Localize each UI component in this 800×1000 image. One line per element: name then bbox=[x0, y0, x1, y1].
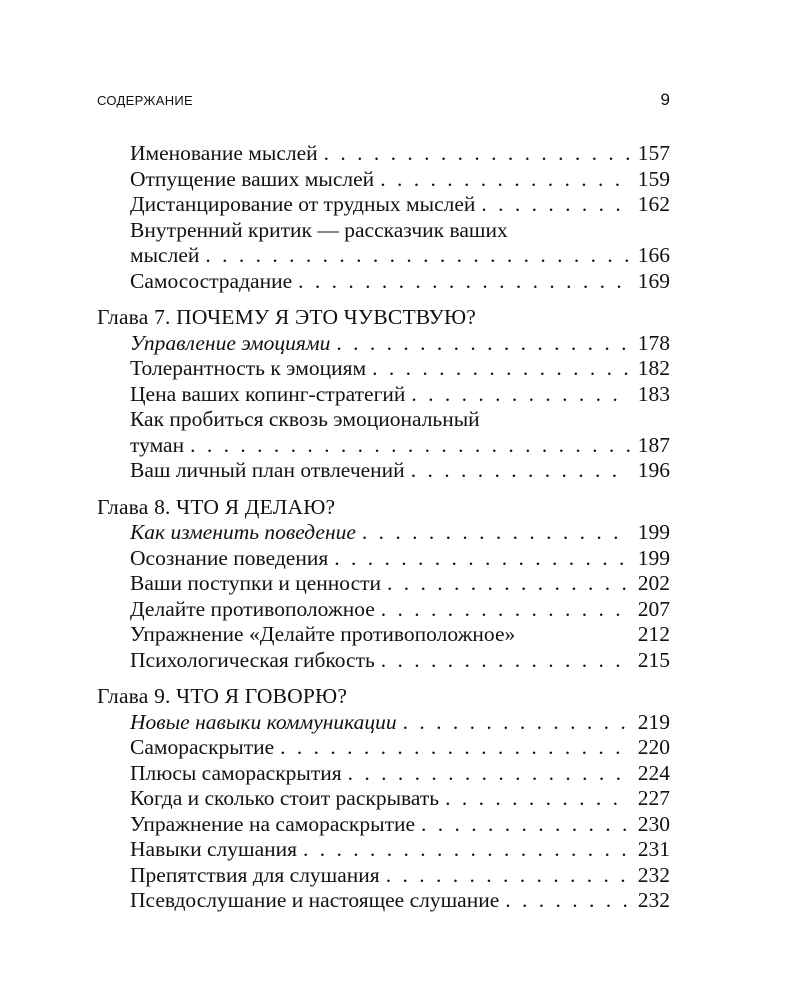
toc-entry[interactable] bbox=[97, 218, 670, 244]
toc-entry-page: 162 bbox=[637, 192, 670, 216]
dot-leader bbox=[411, 382, 630, 408]
toc-entry[interactable] bbox=[97, 761, 670, 787]
toc-entry[interactable] bbox=[97, 382, 670, 408]
chapter-heading bbox=[97, 305, 670, 331]
toc-entry-label: Псевдослушание и настоящее слушание bbox=[130, 888, 500, 912]
toc-entry[interactable] bbox=[97, 546, 670, 572]
toc-entry-label: Упражнение «Делайте противоположное» bbox=[130, 622, 516, 646]
toc-entry-page: 220 bbox=[637, 735, 670, 759]
toc-entry-label: Осознание поведения bbox=[130, 545, 329, 570]
dot-leader bbox=[403, 710, 630, 736]
toc-entry-page: 182 bbox=[637, 356, 670, 380]
dot-leader bbox=[348, 761, 630, 787]
toc-entry-label: Когда и сколько стоит раскрывать bbox=[130, 786, 440, 810]
dot-leader bbox=[298, 269, 630, 295]
toc-entry-label: Психологическая гибкость bbox=[130, 647, 375, 672]
toc-entry-label: Самосострадание bbox=[130, 268, 293, 293]
chapter-heading bbox=[97, 495, 670, 521]
toc-entry-page: 212 bbox=[637, 622, 670, 646]
toc-entry-label: мыслей bbox=[130, 243, 200, 267]
toc-entry-label: Как изменить поведение bbox=[130, 520, 356, 544]
toc-entry-label: Внутренний критик — рассказчик ваших bbox=[130, 217, 508, 242]
toc-entry-page: 178 bbox=[637, 330, 670, 355]
toc-entry[interactable] bbox=[97, 331, 670, 357]
dot-leader bbox=[381, 648, 630, 674]
toc-entry[interactable] bbox=[97, 863, 670, 889]
toc-entry-page: 207 bbox=[637, 596, 670, 621]
dot-leader bbox=[411, 458, 630, 484]
toc-entry[interactable] bbox=[97, 356, 670, 382]
toc-entry-label: Цена ваших копинг-стратегий bbox=[130, 381, 406, 406]
toc-entry-label: Именование мыслей bbox=[130, 141, 318, 165]
running-head bbox=[97, 90, 670, 114]
toc-entry-label: Препятствия для слушания bbox=[130, 862, 380, 887]
toc-entry[interactable] bbox=[97, 571, 670, 597]
toc-entry[interactable] bbox=[97, 192, 670, 218]
toc-entry-page: 202 bbox=[637, 571, 670, 595]
toc-entry-page: 224 bbox=[637, 760, 670, 785]
dot-leader bbox=[372, 356, 630, 382]
chapter-title: Глава 8. ЧТО Я ДЕЛАЮ? bbox=[97, 494, 336, 519]
toc-entry-page: 232 bbox=[637, 862, 670, 887]
toc-entry[interactable] bbox=[97, 433, 670, 459]
dot-leader bbox=[205, 243, 630, 269]
toc-entry-page: 157 bbox=[637, 141, 670, 165]
toc-entry[interactable] bbox=[97, 710, 670, 736]
toc-entry[interactable] bbox=[97, 735, 670, 761]
toc-entry-page: 169 bbox=[637, 268, 670, 293]
dot-leader bbox=[445, 786, 630, 812]
toc-entry-label: Управление эмоциями bbox=[130, 330, 331, 355]
toc-entry[interactable] bbox=[97, 520, 670, 546]
toc-entry-page: 219 bbox=[637, 709, 670, 734]
dot-leader bbox=[387, 571, 630, 597]
toc-entry[interactable] bbox=[97, 407, 670, 433]
dot-leader bbox=[380, 167, 630, 193]
page-number: 9 bbox=[660, 90, 670, 109]
toc-entry[interactable] bbox=[97, 167, 670, 193]
dot-leader bbox=[481, 192, 630, 218]
toc-entry-page: 215 bbox=[637, 647, 670, 672]
toc-entry-label: Дистанцирование от трудных мыслей bbox=[130, 192, 476, 216]
toc-entry-label: Новые навыки коммуникации bbox=[130, 709, 397, 734]
toc-entry-page: 196 bbox=[637, 458, 670, 482]
dot-leader bbox=[303, 837, 630, 863]
toc-entry[interactable] bbox=[97, 141, 670, 167]
dot-leader bbox=[324, 141, 630, 167]
toc-entry[interactable] bbox=[97, 458, 670, 484]
toc-entry-label: Навыки слушания bbox=[130, 837, 298, 861]
chapter-heading bbox=[97, 684, 670, 710]
toc-entry-page: 183 bbox=[637, 381, 670, 406]
toc-entry-page: 230 bbox=[637, 811, 670, 836]
toc-entry-page: 166 bbox=[637, 243, 670, 267]
dot-leader bbox=[381, 597, 630, 623]
toc-entry-label: Ваш личный план отвлечений bbox=[130, 458, 405, 482]
toc-entry[interactable] bbox=[97, 622, 670, 648]
toc-entry-label: Делайте противоположное bbox=[130, 596, 375, 621]
toc-entry-label: Толерантность к эмоциям bbox=[130, 356, 367, 380]
toc-entry-label: Ваши поступки и ценности bbox=[130, 571, 382, 595]
toc-entry[interactable] bbox=[97, 837, 670, 863]
running-head-title: СОДЕРЖАНИЕ bbox=[97, 93, 194, 108]
toc-entry-page: 159 bbox=[637, 166, 670, 191]
dot-leader bbox=[190, 433, 630, 459]
toc-entry-label: Отпущение ваших мыслей bbox=[130, 166, 375, 191]
toc-entry-page: 199 bbox=[637, 545, 670, 570]
table-of-contents bbox=[97, 141, 670, 914]
dot-leader bbox=[334, 546, 630, 572]
dot-leader bbox=[421, 812, 630, 838]
toc-entry-label: туман bbox=[130, 432, 185, 457]
toc-entry-page: 232 bbox=[637, 888, 670, 912]
toc-entry[interactable] bbox=[97, 243, 670, 269]
toc-entry[interactable] bbox=[97, 269, 670, 295]
dot-leader bbox=[336, 331, 630, 357]
toc-entry[interactable] bbox=[97, 888, 670, 914]
toc-entry[interactable] bbox=[97, 597, 670, 623]
toc-entry[interactable] bbox=[97, 786, 670, 812]
chapter-title: Глава 9. ЧТО Я ГОВОРЮ? bbox=[97, 684, 348, 708]
toc-entry[interactable] bbox=[97, 648, 670, 674]
dot-leader bbox=[362, 520, 630, 546]
toc-entry-label: Как пробиться сквозь эмоциональный bbox=[130, 407, 480, 431]
dot-leader bbox=[386, 863, 630, 889]
toc-entry-page: 187 bbox=[637, 432, 670, 457]
chapter-title: Глава 7. ПОЧЕМУ Я ЭТО ЧУВСТВУЮ? bbox=[97, 305, 477, 329]
toc-entry-page: 227 bbox=[637, 786, 670, 810]
toc-entry-page: 231 bbox=[637, 837, 670, 861]
toc-entry-page: 199 bbox=[637, 520, 670, 544]
toc-entry-label: Плюсы самораскрытия bbox=[130, 760, 342, 785]
toc-entry-label: Самораскрытие bbox=[130, 735, 275, 759]
toc-entry-label: Упражнение на самораскрытие bbox=[130, 811, 416, 836]
toc-entry[interactable] bbox=[97, 812, 670, 838]
dot-leader bbox=[505, 888, 630, 914]
dot-leader bbox=[280, 735, 630, 761]
